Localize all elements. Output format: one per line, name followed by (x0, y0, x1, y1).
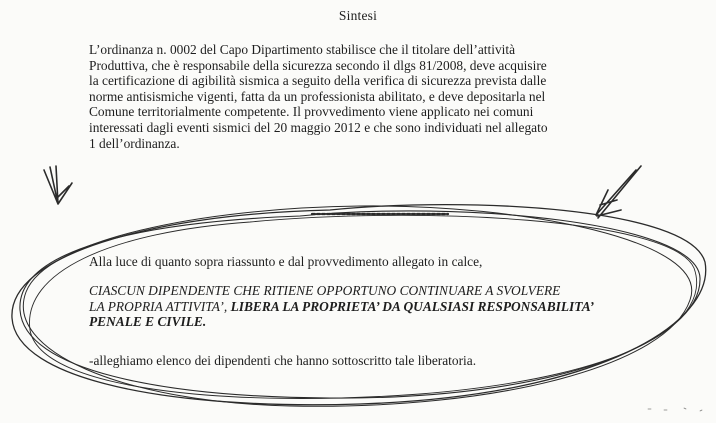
summary-line: 1 dell’ordinanza. (89, 135, 180, 151)
summary-line: L’ordinanza n. 0002 del Capo Dipartimento stabilisce che il titolare dell’attività (89, 42, 516, 57)
summary-line: Comune territorialmente competente. Il provvedimento viene applicato nei comuni (89, 104, 534, 120)
page-title: Sintesi (338, 8, 378, 23)
notice-line-3-bold: PENALE E CIVILE. (89, 314, 207, 330)
summary-line: la certificazione di agibilità sismica a seguito della verifica di sicurezza prevista dalle (89, 73, 547, 89)
notice-line-2-bold: LIBERA LA PROPRIETA’ DA QUALSIASI RESPONSABILITA’ (230, 298, 595, 314)
pen-oval-stroke (29, 215, 696, 398)
intro-sentence: Alla luce di quanto sopra riassunto e dal provvedimento allegato in calce, (89, 254, 483, 269)
notice-line-2-plain: LA PROPRIA ATTIVITA’, (89, 298, 231, 314)
summary-line: Produttiva, che è responsabile della sicurezza secondo il dlgs 81/2008, deve acquisire (89, 57, 547, 73)
summary-line: interessati dagli eventi sismici del 20 maggio 2012 e che sono individuati nel allegato (89, 119, 548, 135)
pen-oval-stroke (12, 205, 706, 405)
notice-line-1: CIASCUN DIPENDENTE CHE RITIENE OPPORTUNO CONTINUARE A SVOLVERE (89, 283, 561, 298)
paper-speck (648, 408, 702, 411)
right-arrow-mark (596, 166, 641, 218)
pen-oval-stroke (20, 211, 700, 398)
left-arrow-mark (44, 166, 72, 204)
attachment-note: -alleghiamo elenco dei dipendenti che hanno sottoscritto tale liberatoria. (89, 353, 477, 368)
summary-line: norme antisismiche vigenti, fatta da un professionista abilitato, e deve depositarla nel (89, 88, 546, 104)
